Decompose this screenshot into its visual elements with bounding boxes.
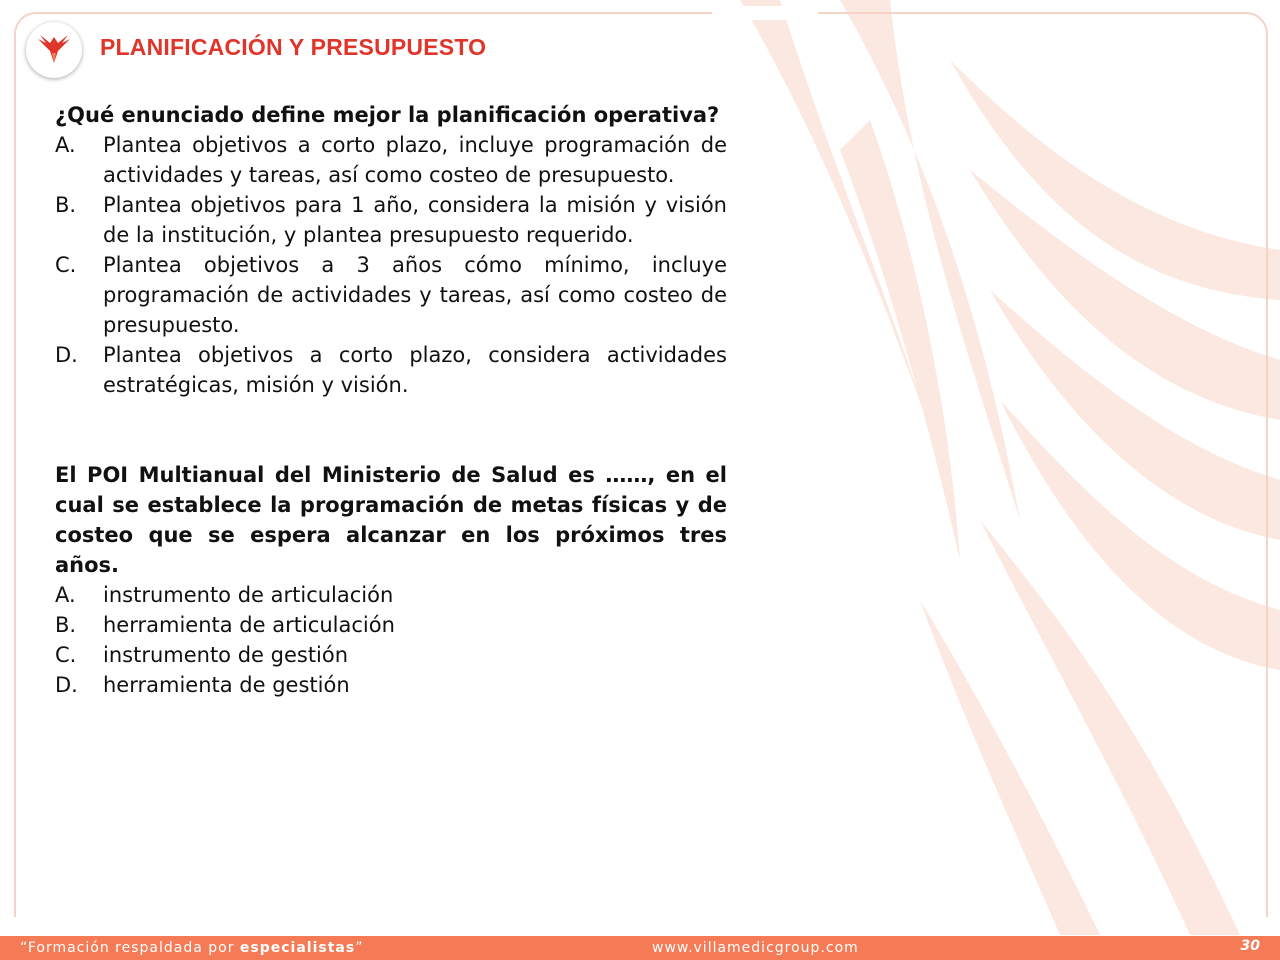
option-letter: B. [55,613,77,637]
question-block-2 [55,460,727,700]
option-letter: B. [55,193,77,217]
options-list [55,130,727,400]
question-prompt: ¿Qué enunciado define mejor la planificación operativa? [55,103,720,127]
option-text: instrumento de gestión [103,643,349,667]
option-item [55,130,727,190]
footer-bar [0,936,1280,960]
options-list [55,580,727,700]
question-prompt: El POI Multianual del Ministerio de Salud es ……, en el cual se establece la programación de metas físicas y de costeo que se espera alcanzar en los próximos tres años. [55,463,727,577]
option-item [55,580,727,610]
frame-gap [712,6,818,20]
option-item [55,190,727,250]
option-letter: A. [55,133,76,157]
option-text: Plantea objetivos a corto plazo, considera actividades estratégicas, misión y visión. [103,343,727,397]
slogan-suffix: ” [355,940,364,956]
option-letter: D. [55,343,78,367]
slogan-prefix: “Formación respaldada por [20,940,240,956]
phoenix-logo-icon [26,22,82,78]
option-item [55,340,727,400]
footer-slogan [20,940,363,956]
option-text: herramienta de articulación [103,613,395,637]
option-letter: C. [55,253,77,277]
option-item [55,670,727,700]
option-item [55,640,727,670]
option-text: Plantea objetivos para 1 año, considera la misión y visión de la institución, y plantea presupuesto requerido. [103,193,727,247]
option-text: herramienta de gestión [103,673,350,697]
option-text: Plantea objetivos a corto plazo, incluye programación de actividades y tareas, así como costeo de presupuesto. [103,133,727,187]
option-item [55,610,727,640]
option-letter: A. [55,583,76,607]
option-text: instrumento de articulación [103,583,394,607]
quiz-content [55,100,727,700]
option-item [55,250,727,340]
option-letter: D. [55,673,78,697]
page-title: PLANIFICACIÓN Y PRESUPUESTO [100,34,487,60]
slogan-bold: especialistas [239,940,356,956]
option-letter: C. [55,643,77,667]
footer-website-link[interactable]: www.villamedicgroup.com [652,940,859,956]
option-text: Plantea objetivos a 3 años cómo mínimo, incluye programación de actividades y tareas, así como costeo de presupuesto. [103,253,727,337]
question-block-1 [55,100,727,400]
page-number: 30 [1240,938,1260,954]
